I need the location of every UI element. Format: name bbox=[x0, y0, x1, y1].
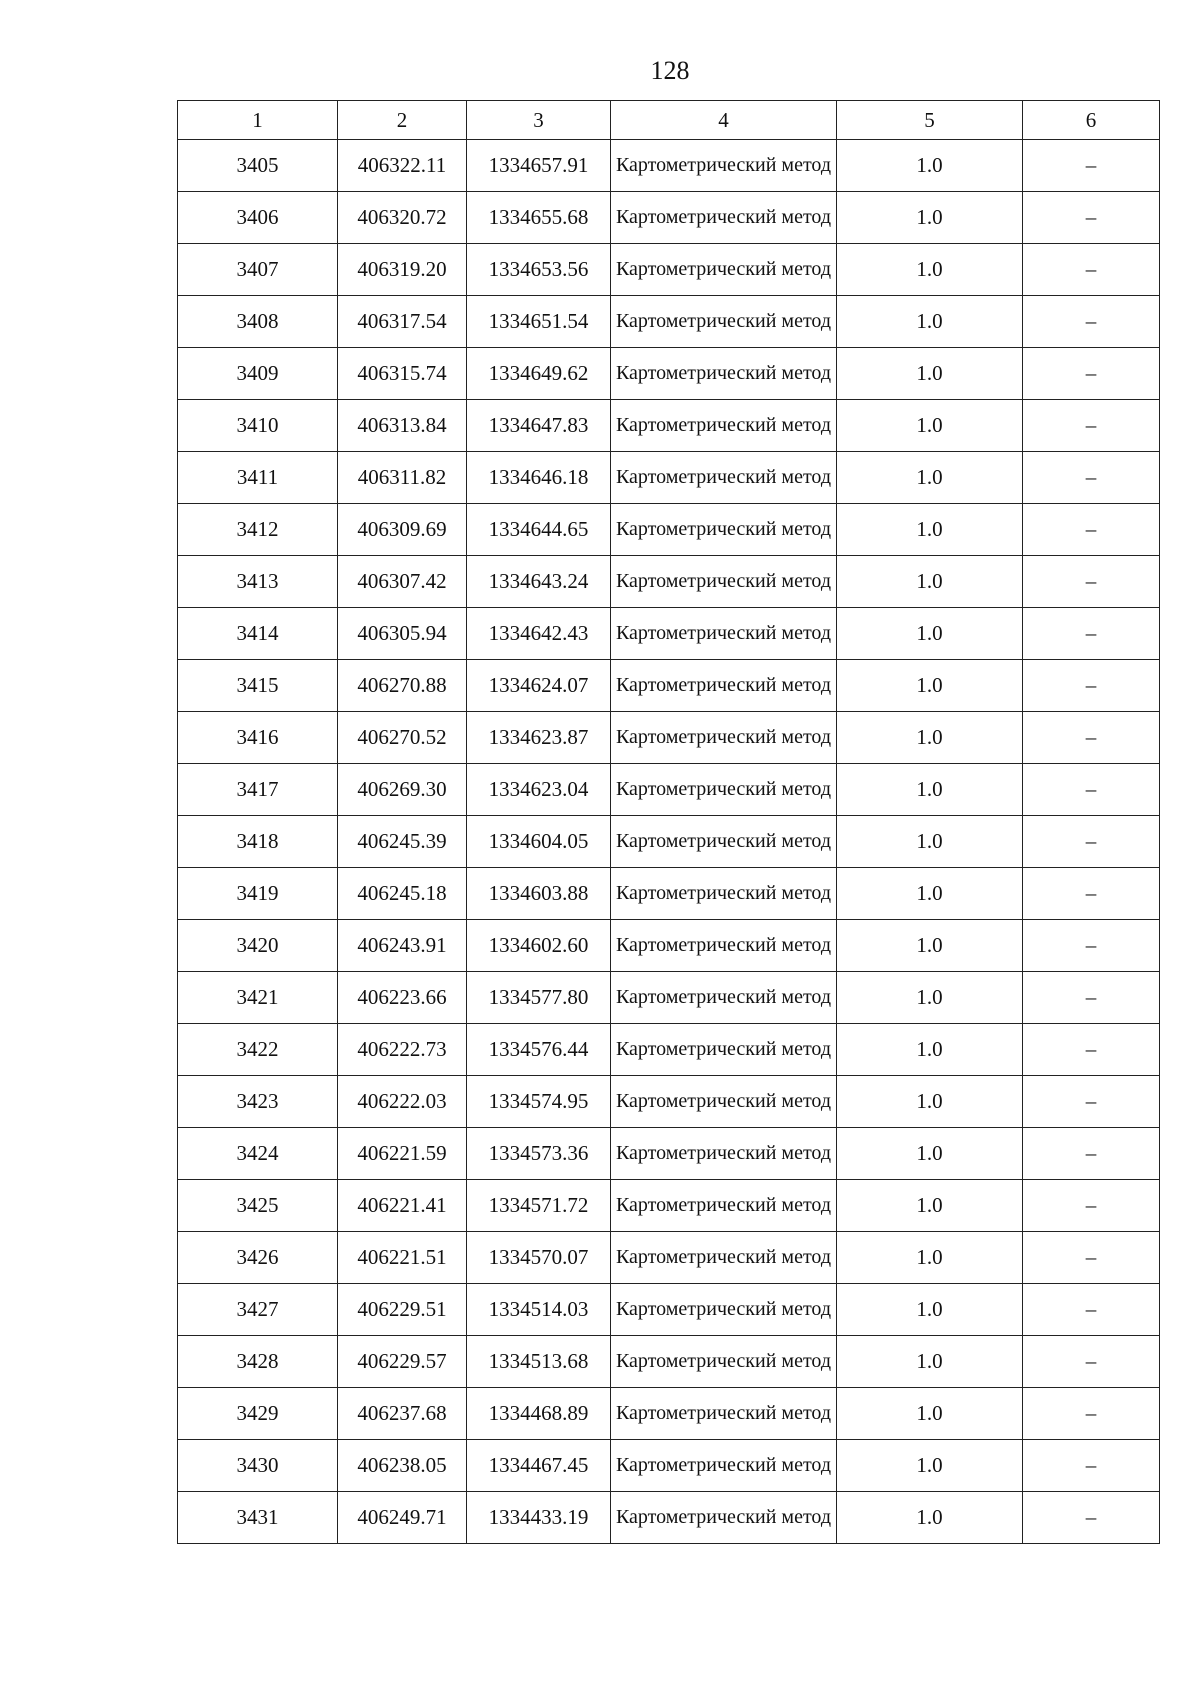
x-coordinate-cell: 406322.11 bbox=[338, 140, 467, 192]
accuracy-cell: 1.0 bbox=[837, 400, 1023, 452]
note-cell: – bbox=[1023, 296, 1160, 348]
header-cell-1: 1 bbox=[178, 101, 338, 140]
header-cell-5: 5 bbox=[837, 101, 1023, 140]
table-row bbox=[178, 712, 1160, 764]
table-row bbox=[178, 504, 1160, 556]
point-number-cell: 3416 bbox=[178, 712, 338, 764]
point-number-cell: 3428 bbox=[178, 1336, 338, 1388]
method-cell: Картометрический метод bbox=[611, 400, 837, 452]
accuracy-cell: 1.0 bbox=[837, 296, 1023, 348]
point-number-cell: 3412 bbox=[178, 504, 338, 556]
y-coordinate-cell: 1334644.65 bbox=[467, 504, 611, 556]
x-coordinate-cell: 406311.82 bbox=[338, 452, 467, 504]
method-cell: Картометрический метод bbox=[611, 140, 837, 192]
y-coordinate-cell: 1334603.88 bbox=[467, 868, 611, 920]
point-number-cell: 3415 bbox=[178, 660, 338, 712]
y-coordinate-cell: 1334468.89 bbox=[467, 1388, 611, 1440]
table-row bbox=[178, 140, 1160, 192]
x-coordinate-cell: 406305.94 bbox=[338, 608, 467, 660]
y-coordinate-cell: 1334602.60 bbox=[467, 920, 611, 972]
method-cell: Картометрический метод bbox=[611, 348, 837, 400]
note-cell: – bbox=[1023, 244, 1160, 296]
y-coordinate-cell: 1334577.80 bbox=[467, 972, 611, 1024]
note-cell: – bbox=[1023, 1492, 1160, 1544]
table-row bbox=[178, 296, 1160, 348]
header-cell-4: 4 bbox=[611, 101, 837, 140]
table-header bbox=[178, 101, 1160, 140]
y-coordinate-cell: 1334647.83 bbox=[467, 400, 611, 452]
method-cell: Картометрический метод bbox=[611, 244, 837, 296]
point-number-cell: 3417 bbox=[178, 764, 338, 816]
point-number-cell: 3413 bbox=[178, 556, 338, 608]
x-coordinate-cell: 406270.88 bbox=[338, 660, 467, 712]
table-row bbox=[178, 1076, 1160, 1128]
point-number-cell: 3420 bbox=[178, 920, 338, 972]
accuracy-cell: 1.0 bbox=[837, 504, 1023, 556]
accuracy-cell: 1.0 bbox=[837, 764, 1023, 816]
note-cell: – bbox=[1023, 1388, 1160, 1440]
table-row bbox=[178, 556, 1160, 608]
header-cell-2: 2 bbox=[338, 101, 467, 140]
table-row bbox=[178, 1336, 1160, 1388]
point-number-cell: 3427 bbox=[178, 1284, 338, 1336]
note-cell: – bbox=[1023, 1284, 1160, 1336]
y-coordinate-cell: 1334655.68 bbox=[467, 192, 611, 244]
table-row bbox=[178, 1232, 1160, 1284]
note-cell: – bbox=[1023, 764, 1160, 816]
accuracy-cell: 1.0 bbox=[837, 1492, 1023, 1544]
point-number-cell: 3430 bbox=[178, 1440, 338, 1492]
method-cell: Картометрический метод bbox=[611, 1128, 837, 1180]
note-cell: – bbox=[1023, 504, 1160, 556]
accuracy-cell: 1.0 bbox=[837, 244, 1023, 296]
table-row bbox=[178, 868, 1160, 920]
point-number-cell: 3424 bbox=[178, 1128, 338, 1180]
table-row bbox=[178, 1492, 1160, 1544]
point-number-cell: 3411 bbox=[178, 452, 338, 504]
header-cell-3: 3 bbox=[467, 101, 611, 140]
table-row bbox=[178, 764, 1160, 816]
x-coordinate-cell: 406307.42 bbox=[338, 556, 467, 608]
note-cell: – bbox=[1023, 452, 1160, 504]
point-number-cell: 3414 bbox=[178, 608, 338, 660]
x-coordinate-cell: 406313.84 bbox=[338, 400, 467, 452]
method-cell: Картометрический метод bbox=[611, 660, 837, 712]
method-cell: Картометрический метод bbox=[611, 452, 837, 504]
table-row bbox=[178, 660, 1160, 712]
note-cell: – bbox=[1023, 556, 1160, 608]
method-cell: Картометрический метод bbox=[611, 556, 837, 608]
x-coordinate-cell: 406222.73 bbox=[338, 1024, 467, 1076]
y-coordinate-cell: 1334651.54 bbox=[467, 296, 611, 348]
x-coordinate-cell: 406245.39 bbox=[338, 816, 467, 868]
point-number-cell: 3423 bbox=[178, 1076, 338, 1128]
point-number-cell: 3406 bbox=[178, 192, 338, 244]
x-coordinate-cell: 406270.52 bbox=[338, 712, 467, 764]
x-coordinate-cell: 406221.51 bbox=[338, 1232, 467, 1284]
x-coordinate-cell: 406223.66 bbox=[338, 972, 467, 1024]
accuracy-cell: 1.0 bbox=[837, 1232, 1023, 1284]
point-number-cell: 3407 bbox=[178, 244, 338, 296]
note-cell: – bbox=[1023, 660, 1160, 712]
y-coordinate-cell: 1334467.45 bbox=[467, 1440, 611, 1492]
table-row bbox=[178, 452, 1160, 504]
point-number-cell: 3421 bbox=[178, 972, 338, 1024]
y-coordinate-cell: 1334573.36 bbox=[467, 1128, 611, 1180]
x-coordinate-cell: 406319.20 bbox=[338, 244, 467, 296]
point-number-cell: 3422 bbox=[178, 1024, 338, 1076]
method-cell: Картометрический метод bbox=[611, 712, 837, 764]
method-cell: Картометрический метод bbox=[611, 1388, 837, 1440]
y-coordinate-cell: 1334624.07 bbox=[467, 660, 611, 712]
y-coordinate-cell: 1334646.18 bbox=[467, 452, 611, 504]
x-coordinate-cell: 406315.74 bbox=[338, 348, 467, 400]
note-cell: – bbox=[1023, 608, 1160, 660]
note-cell: – bbox=[1023, 1440, 1160, 1492]
accuracy-cell: 1.0 bbox=[837, 868, 1023, 920]
y-coordinate-cell: 1334576.44 bbox=[467, 1024, 611, 1076]
accuracy-cell: 1.0 bbox=[837, 608, 1023, 660]
note-cell: – bbox=[1023, 816, 1160, 868]
point-number-cell: 3408 bbox=[178, 296, 338, 348]
y-coordinate-cell: 1334513.68 bbox=[467, 1336, 611, 1388]
accuracy-cell: 1.0 bbox=[837, 192, 1023, 244]
method-cell: Картометрический метод bbox=[611, 1232, 837, 1284]
x-coordinate-cell: 406249.71 bbox=[338, 1492, 467, 1544]
table-row bbox=[178, 400, 1160, 452]
method-cell: Картометрический метод bbox=[611, 504, 837, 556]
y-coordinate-cell: 1334571.72 bbox=[467, 1180, 611, 1232]
table-row bbox=[178, 244, 1160, 296]
method-cell: Картометрический метод bbox=[611, 1024, 837, 1076]
accuracy-cell: 1.0 bbox=[837, 972, 1023, 1024]
table-row bbox=[178, 1388, 1160, 1440]
accuracy-cell: 1.0 bbox=[837, 816, 1023, 868]
point-number-cell: 3419 bbox=[178, 868, 338, 920]
method-cell: Картометрический метод bbox=[611, 920, 837, 972]
x-coordinate-cell: 406317.54 bbox=[338, 296, 467, 348]
method-cell: Картометрический метод bbox=[611, 1492, 837, 1544]
accuracy-cell: 1.0 bbox=[837, 1180, 1023, 1232]
table-row bbox=[178, 920, 1160, 972]
note-cell: – bbox=[1023, 348, 1160, 400]
method-cell: Картометрический метод bbox=[611, 1284, 837, 1336]
y-coordinate-cell: 1334623.87 bbox=[467, 712, 611, 764]
point-number-cell: 3410 bbox=[178, 400, 338, 452]
table-row bbox=[178, 816, 1160, 868]
y-coordinate-cell: 1334514.03 bbox=[467, 1284, 611, 1336]
table-row bbox=[178, 1284, 1160, 1336]
table-row bbox=[178, 972, 1160, 1024]
note-cell: – bbox=[1023, 140, 1160, 192]
note-cell: – bbox=[1023, 972, 1160, 1024]
method-cell: Картометрический метод bbox=[611, 1336, 837, 1388]
x-coordinate-cell: 406229.57 bbox=[338, 1336, 467, 1388]
table-row bbox=[178, 348, 1160, 400]
method-cell: Картометрический метод bbox=[611, 296, 837, 348]
y-coordinate-cell: 1334570.07 bbox=[467, 1232, 611, 1284]
y-coordinate-cell: 1334623.04 bbox=[467, 764, 611, 816]
x-coordinate-cell: 406221.41 bbox=[338, 1180, 467, 1232]
coordinates-table bbox=[177, 100, 1160, 1544]
x-coordinate-cell: 406238.05 bbox=[338, 1440, 467, 1492]
table-body bbox=[178, 140, 1160, 1544]
x-coordinate-cell: 406309.69 bbox=[338, 504, 467, 556]
accuracy-cell: 1.0 bbox=[837, 1128, 1023, 1180]
accuracy-cell: 1.0 bbox=[837, 140, 1023, 192]
y-coordinate-cell: 1334657.91 bbox=[467, 140, 611, 192]
y-coordinate-cell: 1334653.56 bbox=[467, 244, 611, 296]
method-cell: Картометрический метод bbox=[611, 1076, 837, 1128]
note-cell: – bbox=[1023, 1076, 1160, 1128]
method-cell: Картометрический метод bbox=[611, 608, 837, 660]
accuracy-cell: 1.0 bbox=[837, 1284, 1023, 1336]
note-cell: – bbox=[1023, 712, 1160, 764]
point-number-cell: 3431 bbox=[178, 1492, 338, 1544]
accuracy-cell: 1.0 bbox=[837, 348, 1023, 400]
accuracy-cell: 1.0 bbox=[837, 712, 1023, 764]
accuracy-cell: 1.0 bbox=[837, 1440, 1023, 1492]
y-coordinate-cell: 1334574.95 bbox=[467, 1076, 611, 1128]
table-row bbox=[178, 1440, 1160, 1492]
accuracy-cell: 1.0 bbox=[837, 1076, 1023, 1128]
accuracy-cell: 1.0 bbox=[837, 1336, 1023, 1388]
table-row bbox=[178, 1180, 1160, 1232]
method-cell: Картометрический метод bbox=[611, 972, 837, 1024]
method-cell: Картометрический метод bbox=[611, 816, 837, 868]
accuracy-cell: 1.0 bbox=[837, 920, 1023, 972]
point-number-cell: 3418 bbox=[178, 816, 338, 868]
note-cell: – bbox=[1023, 1128, 1160, 1180]
y-coordinate-cell: 1334433.19 bbox=[467, 1492, 611, 1544]
point-number-cell: 3425 bbox=[178, 1180, 338, 1232]
x-coordinate-cell: 406243.91 bbox=[338, 920, 467, 972]
method-cell: Картометрический метод bbox=[611, 1440, 837, 1492]
y-coordinate-cell: 1334643.24 bbox=[467, 556, 611, 608]
x-coordinate-cell: 406237.68 bbox=[338, 1388, 467, 1440]
x-coordinate-cell: 406269.30 bbox=[338, 764, 467, 816]
table-row bbox=[178, 608, 1160, 660]
method-cell: Картометрический метод bbox=[611, 868, 837, 920]
y-coordinate-cell: 1334642.43 bbox=[467, 608, 611, 660]
x-coordinate-cell: 406222.03 bbox=[338, 1076, 467, 1128]
x-coordinate-cell: 406229.51 bbox=[338, 1284, 467, 1336]
x-coordinate-cell: 406320.72 bbox=[338, 192, 467, 244]
note-cell: – bbox=[1023, 1336, 1160, 1388]
page-number: 128 bbox=[650, 56, 690, 85]
point-number-cell: 3409 bbox=[178, 348, 338, 400]
table-row bbox=[178, 1024, 1160, 1076]
method-cell: Картометрический метод bbox=[611, 1180, 837, 1232]
note-cell: – bbox=[1023, 400, 1160, 452]
y-coordinate-cell: 1334649.62 bbox=[467, 348, 611, 400]
note-cell: – bbox=[1023, 1180, 1160, 1232]
y-coordinate-cell: 1334604.05 bbox=[467, 816, 611, 868]
accuracy-cell: 1.0 bbox=[837, 556, 1023, 608]
accuracy-cell: 1.0 bbox=[837, 1388, 1023, 1440]
note-cell: – bbox=[1023, 192, 1160, 244]
method-cell: Картометрический метод bbox=[611, 192, 837, 244]
header-cell-6: 6 bbox=[1023, 101, 1160, 140]
accuracy-cell: 1.0 bbox=[837, 660, 1023, 712]
note-cell: – bbox=[1023, 868, 1160, 920]
note-cell: – bbox=[1023, 1024, 1160, 1076]
method-cell: Картометрический метод bbox=[611, 764, 837, 816]
header-row bbox=[178, 101, 1160, 140]
point-number-cell: 3405 bbox=[178, 140, 338, 192]
accuracy-cell: 1.0 bbox=[837, 452, 1023, 504]
table-row bbox=[178, 192, 1160, 244]
x-coordinate-cell: 406245.18 bbox=[338, 868, 467, 920]
note-cell: – bbox=[1023, 1232, 1160, 1284]
table-row bbox=[178, 1128, 1160, 1180]
x-coordinate-cell: 406221.59 bbox=[338, 1128, 467, 1180]
note-cell: – bbox=[1023, 920, 1160, 972]
point-number-cell: 3426 bbox=[178, 1232, 338, 1284]
point-number-cell: 3429 bbox=[178, 1388, 338, 1440]
accuracy-cell: 1.0 bbox=[837, 1024, 1023, 1076]
